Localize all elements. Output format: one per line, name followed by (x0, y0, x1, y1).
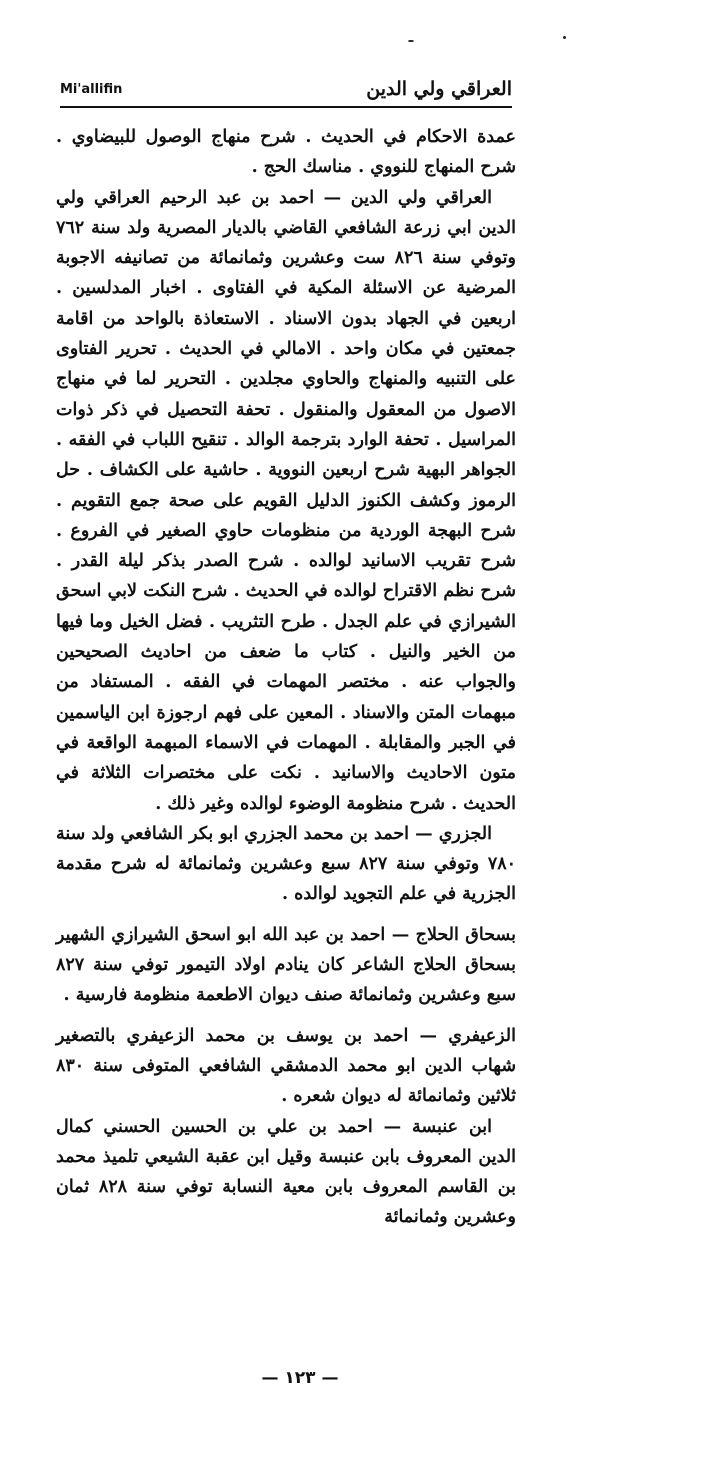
entry-bushaq-al-hallaj: بسحاق الحلاج — احمد بن عبد الله ابو اسحق الشيرازي الشهير بسحاق الحلاج الشاعر كان ينادم اولاد التيمور توفي سنة ٨٢٧ سبع وعشرين وثمانمائة صنف ديوان الاطعمة منظومة فارسية . (56, 924, 516, 1006)
ink-speck (408, 40, 414, 42)
header-left-label: Mi'allifin (60, 82, 123, 97)
page-body (56, 122, 516, 1233)
entry-al-jazari: الجزري — احمد بن محمد الجزري ابو بكر الشافعي ولد سنة ٧٨٠ وتوفي سنة ٨٢٧ سبع وعشرين وثمانمائة له شرح مقدمة الجزرية في علم التجويد لوالده . (56, 823, 517, 905)
header-title: العراقي ولي الدين (366, 78, 512, 100)
running-header (60, 80, 512, 108)
entry-gap (56, 1011, 516, 1021)
ink-speck (563, 36, 566, 39)
entry-continuation: عمدة الاحكام في الحديث . شرح منهاج الوصول للبيضاوي . شرح المنهاج للنووي . مناسك الحج . (56, 127, 516, 178)
entry-ibn-anbasa: ابن عنبسة — احمد بن علي بن الحسين الحسني كمال الدين المعروف بابن عنبسة وقيل ابن عقبة الشيعي تلميذ محمد بن القاسم المعروف بابن معية النسابة توفي سنة ٨٢٨ ثمان وعشرين وثمانمائة (56, 1116, 517, 1228)
page-number: — ١٢٣ — (261, 1368, 339, 1388)
entry-iraqi-wali-al-din: العراقي ولي الدين — احمد بن عبد الرحيم العراقي ولي الدين ابي زرعة الشافعي القاضي بالديار المصرية ولد سنة ٧٦٢ وتوفي سنة ٨٢٦ ست وعشرين وثمانمائة من تصانيفه الاجوبة المرضية عن الاسئلة المكية في الفتاوى . اخبار المدلسين . اربعين في الجهاد بدون الاسناد . الاستعاذة بالواحد من اقامة جمعتين في مكان واحد . الامالي في الحديث . تحرير الفتاوى على التنبيه والمنهاج والحاوي مجلدين . التحرير لما في منهاج الاصول من المعقول والمنقول . تحفة التحصيل في ذكر ذوات المراسيل . تحفة الوارد بترجمة الوالد . تنقيح اللباب في الفقه . الجواهر البهية شرح اربعين النووية . حاشية على الكشاف . حل الرموز وكشف الكنوز الدليل القويم على صحة جمع التقويم . شرح البهجة الوردية من منظومات حاوي الصغير في الفروع . شرح تقريب الاسانيد لوالده . شرح الصدر بذكر ليلة القدر . شرح نظم الاقتراح لوالده في الحديث . شرح النكت لابي اسحق الشيرازي في علم الجدل . طرح التثريب . فضل الخيل وما فيها من الخير والنيل . كتاب ما ضعف من احاديث الصحيحين والجواب عنه . مختصر المهمات في الفقه . المستفاد من مبهمات المتن والاسناد . المعين على فهم ارجوزة ابن الياسمين في الجبر والمقابلة . المهمات في الاسماء المبهمة الواقعة في متون الاحاديث والاسانيد . نكت على مختصرات الثلاثة في الحديث . شرح منظومة الوضوء لوالده وغير ذلك . (56, 187, 517, 814)
entry-gap (56, 910, 516, 920)
entry-al-zuayfiri: الزعيفري — احمد بن يوسف بن محمد الزعيفري بالتصغير شهاب الدين ابو محمد الدمشقي الشافعي المتوفى سنة ٨٣٠ ثلاثين وثمانمائة له ديوان شعره . (56, 1025, 516, 1107)
